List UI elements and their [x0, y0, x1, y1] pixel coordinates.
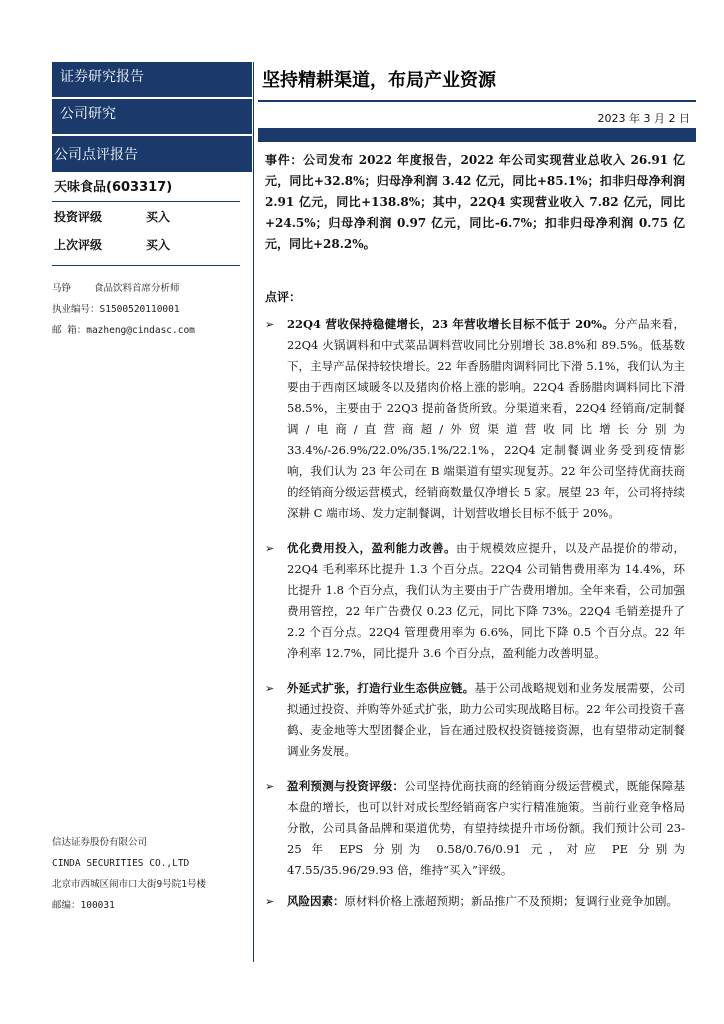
email-link[interactable]: mazheng@cindasc.com [86, 325, 195, 336]
arrow-bullet-icon: ➢ [265, 682, 275, 695]
analyst-info [52, 278, 252, 341]
bullet-heading: 风险因素： [287, 894, 345, 908]
subtype-banner: 公司点评报告 [52, 136, 252, 172]
company-info [52, 832, 252, 916]
company-address: 北京市西城区闹市口大街9号院1号楼 [52, 879, 206, 890]
prev-rating-label: 上次评级 [54, 238, 103, 252]
company-name-cn: 信达证券股份有限公司 [52, 837, 148, 848]
bullet-body: 基于公司战略规划和业务发展需要，公司拟通过投资、并购等外延式扩张，助力公司实现战略目标。22 年公司投资千喜鹤、麦金地等大型团餐企业，旨在通过股权投资链接资源，也有望带动定制餐调业务发展。 [287, 681, 686, 758]
title-rule [258, 100, 696, 102]
bullet-heading: 盈利预测与投资评级： [287, 779, 405, 793]
report-title: 坚持精耕渠道，布局产业资源 [262, 70, 496, 91]
report-date: 2023 年 3 月 2 日 [597, 112, 690, 125]
list-item [265, 538, 685, 664]
license-number: S1500520110001 [99, 304, 180, 315]
analyst-title: 食品饮料首席分析师 [94, 283, 180, 294]
company-name-en: CINDA SECURITIES CO.,LTD [52, 858, 190, 869]
email-line [52, 320, 252, 341]
divider [52, 201, 240, 202]
bullet-body: 公司坚持优商扶商的经销商分级运营模式，既能保障基本盘的增长，也可以针对成长型经销商客户实行精准施策。当前行业竞争格局分散，公司具备品牌和渠道优势，有望持续提升市场份额。我们预计公司 23-25 年 EPS 分别为 0.58/0.76/0.91 元，对应 PE 分别为 47.55/35.96/29.93 倍，维持“买入”评级。 [287, 779, 686, 877]
bullet-heading: 22Q4 营收保持稳健增长，23 年营收增长目标不低于 20%。 [287, 317, 615, 331]
analyst-line [52, 278, 252, 299]
arrow-bullet-icon: ➢ [265, 895, 275, 908]
bullet-list [265, 314, 685, 912]
rating-row [52, 208, 252, 225]
report-type-banner: 证券研究报告 [52, 62, 252, 98]
prev-rating-row [52, 236, 252, 253]
section-label: 点评： [265, 290, 302, 304]
email-label: 邮 箱： [52, 325, 87, 336]
bullet-heading: 优化费用投入，盈利能力改善。 [287, 541, 457, 555]
arrow-bullet-icon: ➢ [265, 542, 275, 555]
arrow-bullet-icon: ➢ [265, 780, 275, 793]
bullet-body: 分产品来看，22Q4 火锅调料和中式菜品调料营收同比分别增长 38.8%和 89.5%。低基数下，主导产品保持较快增长。22 年香肠腊肉调料同比下滑 5.1%，我们认为主要由于西南区域暖冬以及猪肉价格上涨的影响。22Q4 香肠腊肉调料同比下滑 58.5%，主要由于 22Q3 提前备货所致。分渠道来看，22Q4 经销商/定制餐调/电商/直营商超/外贸渠道营收同比增长分别为 33.4%/-26.9%/22.0%/35.1%/22.1%，22Q4 定制餐调业务受到疫情影响，我们认为 23 年公司在 B 端渠道有望实现复苏。22 年公司坚持优商扶商的经销商分级运营模式，经销商数量仅净增长 5 家。展望 23 年，公司将持续深耕 C 端市场、发力定制餐调，计划营收增长目标不低于 20%。 [287, 317, 686, 520]
list-item [265, 314, 685, 524]
list-item [265, 678, 685, 762]
header-band [258, 128, 696, 142]
prev-rating-value: 买入 [146, 238, 171, 252]
bullet-heading: 外延式扩张，打造行业生态供应链。 [287, 681, 475, 695]
list-item [265, 891, 685, 912]
analyst-name: 马铮 [52, 283, 72, 294]
list-item [265, 776, 685, 881]
rating-label: 投资评级 [54, 210, 103, 224]
license-line [52, 299, 252, 320]
bullet-body: 原材料价格上涨超预期；新品推广不及预期；复调行业竞争加剧。 [344, 894, 678, 908]
stock-name: 天味食品(603317) [54, 180, 173, 195]
bullet-body: 由于规模效应提升，以及产品提价的带动，22Q4 毛利率环比提升 1.3 个百分点。22Q4 公司销售费用率为 14.4%，环比提升 1.8 个百分点，我们认为主要由于广告费用增加。全年来看，公司加强费用管控，22 年广告费仅 0.23 亿元，同比下降 73%。22Q4 毛销差提升了 2.2 个百分点。22Q4 管理费用率为 6.6%，同比下降 0.5 个百分点。22 年净利率 12.7%，同比提升 3.6 个百分点，盈利能力改善明显。 [287, 541, 685, 660]
arrow-bullet-icon: ➢ [265, 318, 275, 331]
divider [52, 265, 240, 266]
company-postcode: 邮编：100031 [52, 900, 115, 911]
category-banner: 公司研究 [52, 99, 252, 135]
rating-value: 买入 [146, 210, 171, 224]
license-label: 执业编号： [52, 304, 100, 315]
column-divider [253, 62, 254, 962]
event-summary: 事件：公司发布 2022 年度报告，2022 年公司实现营业总收入 26.91 亿元，同比+32.8%；归母净利润 3.42 亿元，同比+85.1%；扣非归母净利润 2.91 亿元，同比+138.8%；其中，22Q4 实现营业收入 7.82 亿元，同比+24.5%；归母净利润 0.97 亿元，同比-6.7%；扣非归母净利润 0.75 亿元，同比+28.2%。 [265, 153, 685, 251]
left-sidebar [52, 62, 252, 962]
